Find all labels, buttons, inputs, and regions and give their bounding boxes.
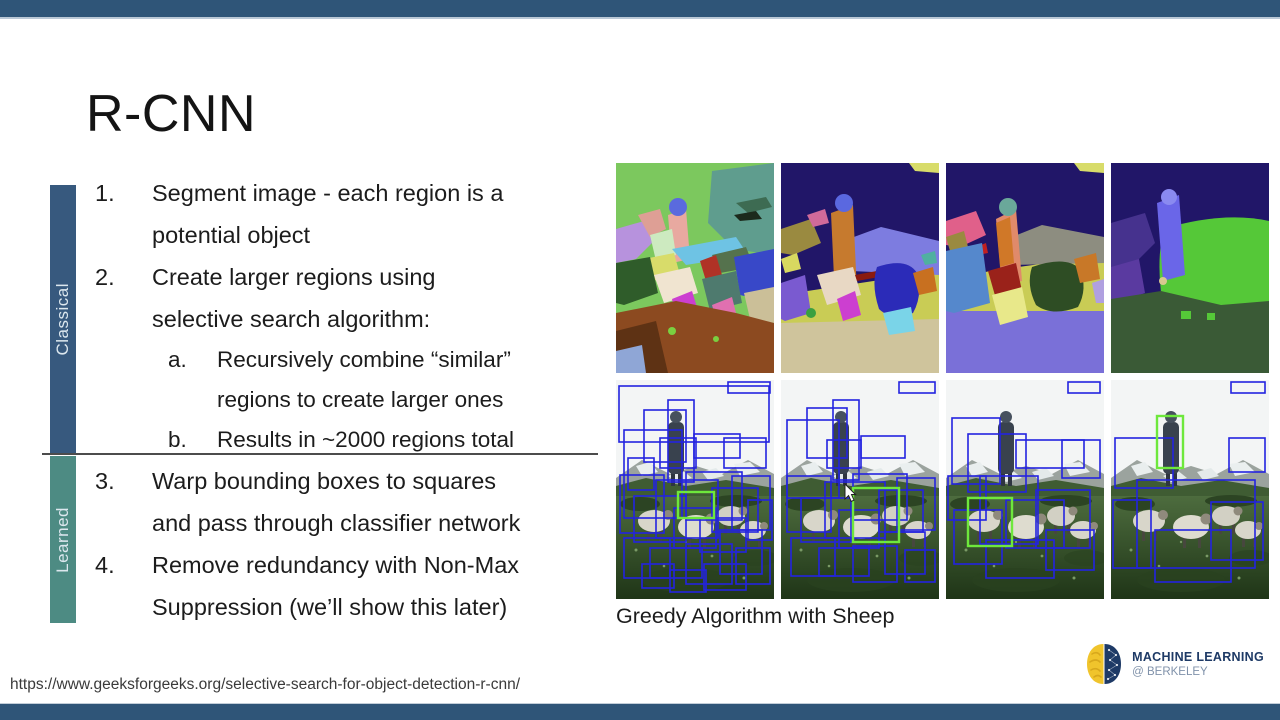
ml-berkeley-logo: [1084, 642, 1264, 686]
segmentation-image-2: [781, 163, 939, 373]
region-proposal-image-4: [1111, 380, 1269, 599]
step-1-number: 1.: [95, 180, 115, 206]
substep-b-letter: b.: [168, 427, 187, 452]
classical-label: Classical: [53, 282, 72, 356]
source-url-link[interactable]: https://www.geeksforgeeks.org/selective-search-for-object-detection-r-cnn/: [10, 676, 520, 693]
figure-panel: [616, 163, 1276, 629]
segmentation-row: [616, 163, 1276, 373]
step-4-number: 4.: [95, 552, 115, 578]
top-border-bar: [0, 0, 1280, 19]
step-3-number: 3.: [95, 468, 115, 494]
step-2-text: Create larger regions using selective search algorithm:: [152, 264, 436, 332]
step-2-number: 2.: [95, 264, 115, 290]
step-2-substeps: [168, 340, 604, 460]
region-proposal-image-3: [946, 380, 1104, 599]
ml-berkeley-logo-text: [1132, 650, 1264, 678]
segmentation-image-3: [946, 163, 1104, 373]
segmentation-image-4: [1111, 163, 1269, 373]
classical-phase-bar: [50, 185, 76, 453]
substep-a-letter: a.: [168, 347, 187, 372]
substep-a: [168, 340, 604, 420]
ml-berkeley-brain-icon: [1084, 642, 1124, 686]
steps-list: [88, 172, 604, 628]
substep-b-text: Results in ~2000 regions total: [217, 427, 515, 452]
logo-line-2: @ BERKELEY: [1132, 666, 1208, 678]
region-proposal-image-1: [616, 380, 774, 599]
step-1-text: Segment image - each region is a potential object: [152, 180, 504, 248]
learned-label: Learned: [53, 506, 72, 573]
step-3-text: Warp bounding boxes to squares and pass through classifier network: [152, 468, 521, 536]
substep-a-text: Recursively combine “similar” regions to create larger ones: [217, 347, 511, 412]
step-1: [88, 172, 604, 256]
step-3: [88, 460, 604, 544]
step-4: [88, 544, 604, 628]
figure-caption: Greedy Algorithm with Sheep: [616, 604, 895, 628]
region-proposal-image-2: [781, 380, 939, 599]
bottom-border-bar: [0, 703, 1280, 720]
page-title: R-CNN: [86, 85, 257, 143]
logo-line-1: MACHINE LEARNING: [1132, 650, 1264, 664]
classical-learned-divider-line: [42, 453, 598, 455]
learned-phase-bar: [50, 456, 76, 623]
step-2: [88, 256, 604, 340]
segmentation-image-1: [616, 163, 774, 373]
region-proposal-row: [616, 380, 1276, 599]
step-4-text: Remove redundancy with Non-Max Suppression (we’ll show this later): [152, 552, 520, 620]
